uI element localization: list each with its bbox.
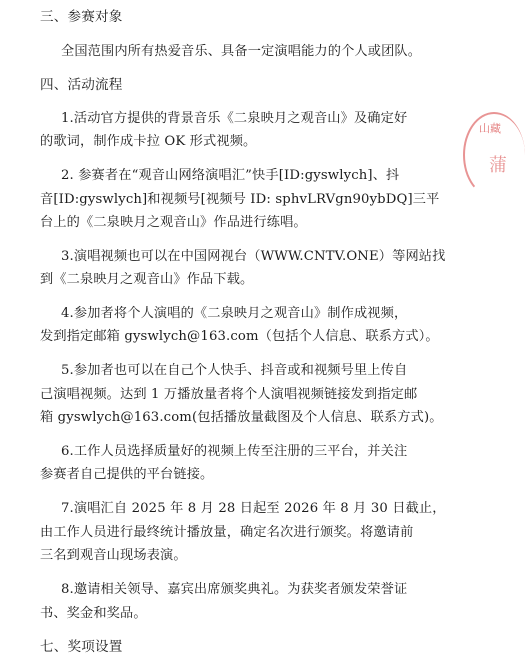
item-5-line-3: 箱 gyswlych@163.com(包括播放量截图及个人信息、联系方式)。 xyxy=(40,410,443,425)
seal-text-mid: 蒲 xyxy=(489,155,507,176)
section-4-heading: 四、活动流程 xyxy=(40,77,123,93)
item-7-line-1: 7.演唱汇自 2025 年 8 月 28 日起至 2026 年 8 月 30 日截止， xyxy=(61,501,446,516)
item-4-line-1: 4.参加者将个人演唱的《二泉映月之观音山》制作成视频， xyxy=(61,306,408,321)
section-7-heading: 七、奖项设置 xyxy=(40,639,123,655)
item-3-line-2: 到《二泉映月之观音山》作品下载。 xyxy=(40,272,254,287)
item-3-line-1: 3.演唱视频也可以在中国网视台（WWW.CNTV.ONE）等网站找 xyxy=(61,249,446,264)
item-1-line-2: 的歌词，制作成卡拉 OK 形式视频。 xyxy=(40,134,257,149)
item-6-line-1: 6.工作人员选择质量好的视频上传至注册的三平台，并关注 xyxy=(61,444,408,459)
item-2-line-2: 音[ID:gyswlych]和视频号[视频号 ID: sphvLRVgn90ybDQ]三平 xyxy=(40,192,440,207)
item-1-line-1: 1.活动官方提供的背景音乐《二泉映月之观音山》及确定好 xyxy=(61,111,408,126)
item-4-line-2: 发到指定邮箱 gyswlych@163.com（包括个人信息、联系方式）。 xyxy=(40,329,439,344)
item-6-line-2: 参赛者自己提供的平台链接。 xyxy=(40,467,214,482)
item-7-line-3: 三名到观音山现场表演。 xyxy=(40,548,187,563)
item-2-line-3: 台上的《二泉映月之观音山》作品进行练唱。 xyxy=(40,215,307,230)
section-3-heading: 三、参赛对象 xyxy=(40,9,123,25)
item-2-line-1: 2. 参赛者在“观音山网络演唱汇”快手[ID:gyswlych]、抖 xyxy=(61,168,400,183)
section-3-body: 全国范围内所有热爱音乐、具备一定演唱能力的个人或团队。 xyxy=(61,44,422,59)
item-7-line-2: 由工作人员进行最终统计播放量，确定名次进行颁奖。将邀请前 xyxy=(40,525,414,540)
item-8-line-1: 8.邀请相关领导、嘉宾出席颁奖典礼。为获奖者颁发荣誉证 xyxy=(61,582,408,597)
red-seal-stamp xyxy=(463,112,525,196)
seal-text-top: 山藏 xyxy=(479,122,501,135)
item-8-line-2: 书、奖金和奖品。 xyxy=(40,606,147,621)
item-5-line-1: 5.参加者也可以在自己个人快手、抖音或和视频号里上传自 xyxy=(61,363,408,378)
item-5-line-2: 己演唱视频。达到 1 万播放量者将个人演唱视频链接发到指定邮 xyxy=(40,387,418,402)
